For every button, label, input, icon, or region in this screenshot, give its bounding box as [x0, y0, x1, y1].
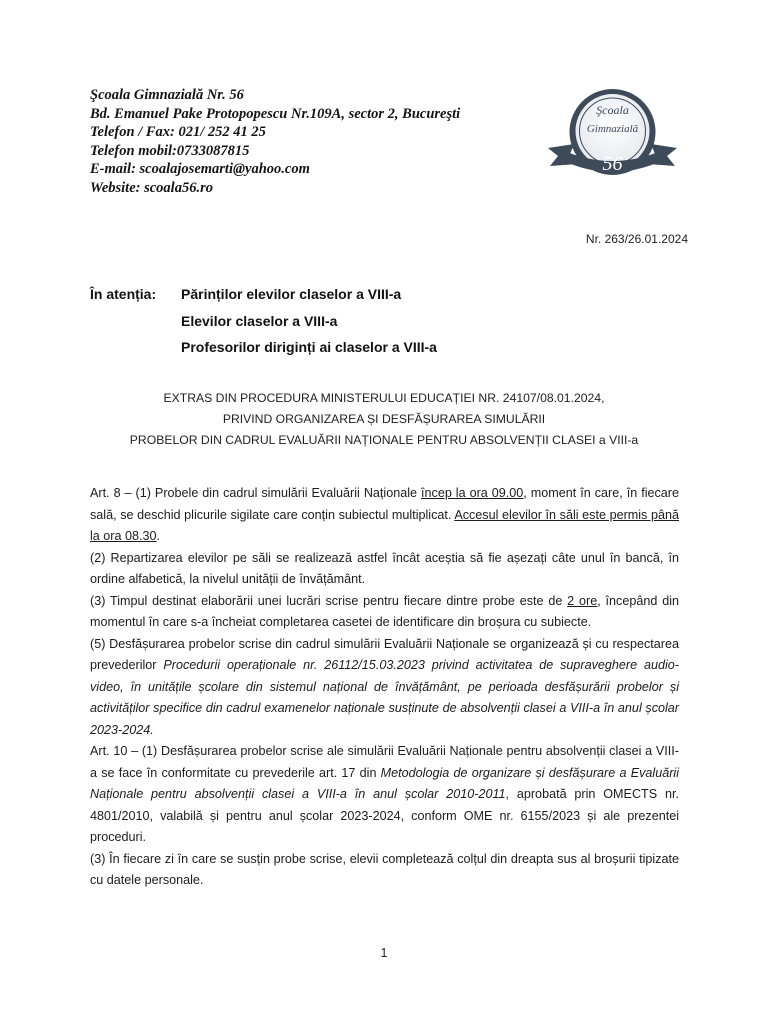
school-letterhead: [90, 86, 530, 198]
text-span: , începând din momentul în care s-a încheiat completarea casetei de identificare din broșura cu subiecte.: [90, 593, 679, 629]
text-span: Art. 8 – (1) Probele din cadrul simulării Evaluării Naționale: [90, 486, 422, 500]
logo-line1: Şcoala: [596, 103, 629, 117]
logo-number: 56: [602, 153, 623, 175]
text-span: (3) Timpul destinat elaborării unei lucrări scrise pentru fiecare dintre probe este de: [90, 593, 568, 608]
document-body: [90, 483, 679, 892]
school-email: E-mail: scoalajosemarti@yahoo.com: [90, 161, 310, 178]
paragraph-art8-1: [90, 483, 679, 548]
methodology-reference: Metodologia de organizare și desfășurare a Evaluării Naționale pentru absolvenții clasei a VIII-a în anul școlar 2010-2011: [90, 765, 679, 801]
text-span: , aprobată prin OMECTS nr. 4801/2010, valabilă și pentru anul școlar 2023-2024, conform OME nr. 6155/2023 și ale prezentei proceduri.: [90, 787, 679, 844]
school-logo: [540, 84, 685, 182]
recipient-students: Elevilor claselor a VIII-a: [181, 312, 338, 329]
access-time-emphasis: Accesul elevilor în săli este permis până la ora 08.30: [90, 507, 679, 543]
school-name: Şcoala Gimnazială Nr. 56: [90, 87, 244, 103]
school-website: Website: scoala56.ro: [90, 179, 213, 196]
text-span: (5) Desfășurarea probelor scrise din cadrul simulării Evaluării Naționale se organizează și cu respectarea prevederilor: [90, 636, 679, 672]
text-span: , moment în care, în fiecare sală, se deschid plicurile sigilate care conțin subiectul multiplicat.: [90, 486, 679, 522]
text-span: Art. 10 – (1) Desfășurarea probelor scrise ale simulării Evaluării Naționale pentru absolvenții clasei a VIII-a se face în conformitate cu prevederile art. 17 din: [90, 744, 679, 780]
procedure-reference: Procedurii operaționale nr. 26112/15.03.2023 privind activitatea de supraveghere audio-video, în unitățile școlare din sistemul național de învățământ, pe perioada desfășurării probelor și activităților specifice din cadrul examenelor naționale susținute de absolvenții clasei a VIII-a în anul școlar 2023-2024.: [90, 658, 680, 737]
reference-number: Nr. 263/26.01.2024: [585, 232, 688, 246]
school-address: Bd. Emanuel Pake Protopopescu Nr.109A, sector 2, Bucureşti: [90, 105, 461, 122]
title-line-2: PRIVIND ORGANIZAREA ȘI DESFĂȘURAREA SIMULĂRII: [222, 412, 546, 426]
duration-emphasis: 2 ore: [567, 593, 598, 608]
title-line-1: EXTRAS DIN PROCEDURA MINISTERULUI EDUCAȚIEI NR. 24107/08.01.2024,: [163, 391, 605, 405]
recipient-teachers: Profesorilor diriginți ai claselor a VIII-a: [181, 339, 437, 355]
logo-line2: Gimnazială: [586, 123, 639, 135]
text-span: .: [156, 529, 161, 543]
paragraph-art8-5: [90, 634, 679, 742]
document-title: [0, 388, 768, 451]
paragraph-art10-3: (3) În fiecare zi în care se susțin probe scrise, elevii completează colțul din dreapta sus al broșurii tipizate cu datele personale.: [90, 851, 679, 887]
school-phone-fax: Telefon / Fax: 021/ 252 41 25: [90, 124, 266, 141]
page-number: 1: [380, 946, 388, 960]
paragraph-art8-2: (2) Repartizarea elevilor pe săli se realizează astfel încât aceștia să fie așezați câte unul în bancă, în ordine alfabetică, la nivelul unității de învățământ.: [90, 550, 679, 586]
start-time-emphasis: încep la ora 09.00: [421, 486, 524, 500]
attention-label: În atenția:: [90, 286, 157, 302]
paragraph-art8-3: [90, 591, 679, 634]
paragraph-art10-1: [90, 741, 679, 849]
school-mobile: Telefon mobil:0733087815: [90, 142, 250, 159]
title-line-3: PROBELOR DIN CADRUL EVALUĂRII NAȚIONALE PENTRU ABSOLVENȚII CLASEI a VIII-a: [129, 433, 639, 447]
recipient-parents: Părinților elevilor claselor a VIII-a: [181, 286, 402, 302]
recipients-list: [181, 286, 437, 366]
